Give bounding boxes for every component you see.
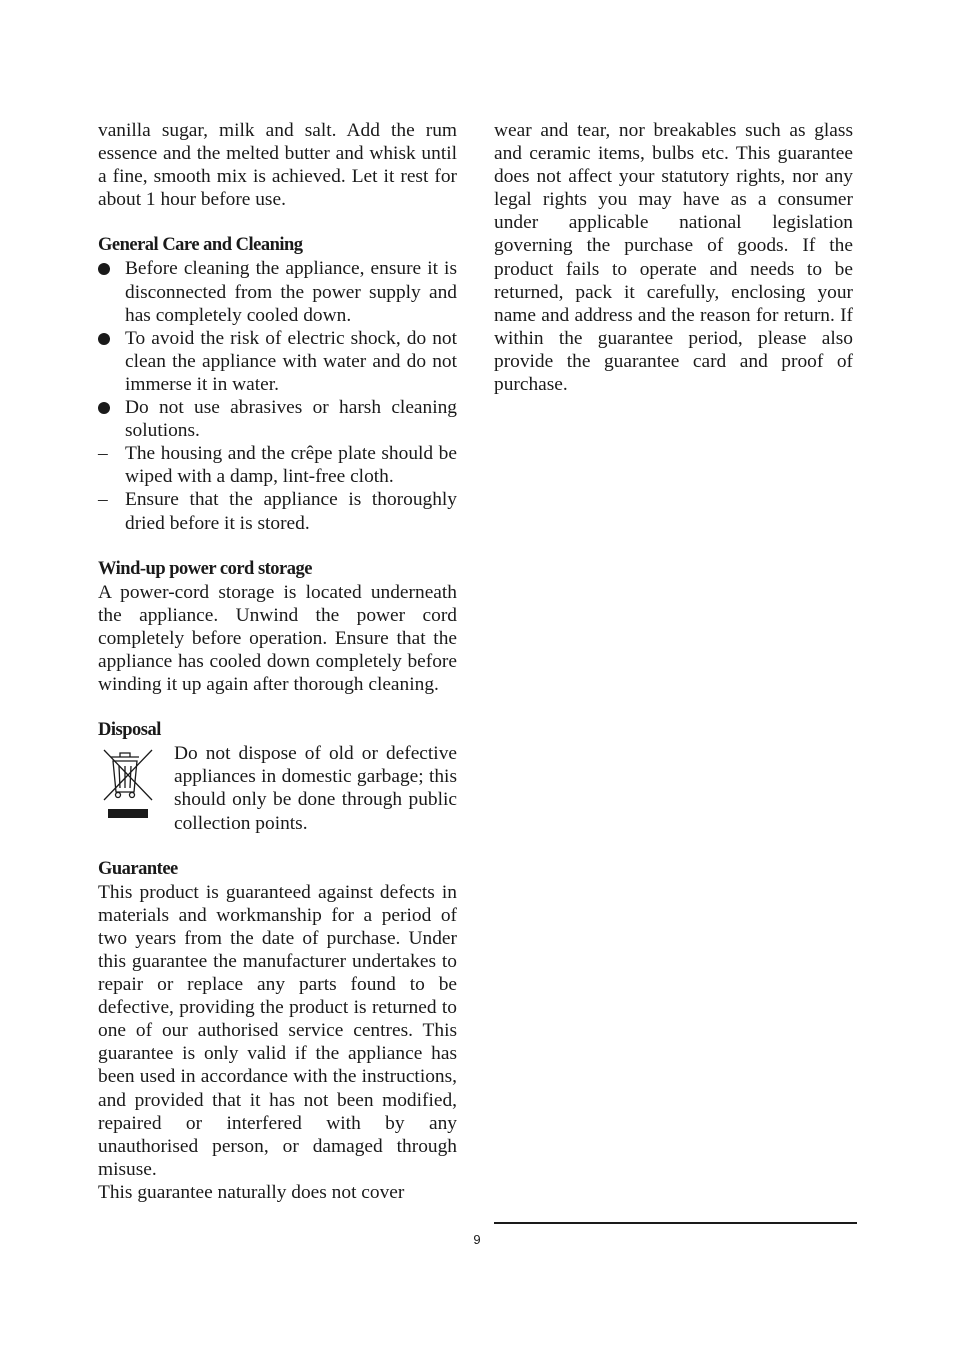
- disposal-heading: Disposal: [98, 720, 161, 741]
- bullet-marker: [98, 327, 118, 351]
- disposal-block: [98, 742, 457, 834]
- left-column: [98, 119, 457, 1204]
- list-item: [98, 396, 457, 442]
- bullet-marker: [98, 396, 118, 420]
- care-heading: General Care and Cleaning: [98, 235, 303, 256]
- guarantee-continuation: This guarantee naturally does not cover: [98, 1181, 405, 1203]
- page-number: 9: [473, 1232, 481, 1247]
- list-item-text: Do not use abrasives or harsh cleaning solutions.: [125, 397, 457, 442]
- list-item: [98, 442, 457, 488]
- dash-marker: –: [98, 489, 108, 511]
- right-column: [494, 119, 853, 396]
- bullet-marker: [98, 257, 118, 281]
- dash-marker: –: [98, 443, 108, 465]
- list-item-text: Before cleaning the appliance, ensure it is disconnected from the power supply and has completely cooled down.: [125, 258, 457, 326]
- guarantee-paragraph: This product is guaranteed against defects in materials and workmanship for a period of two years from the date of purchase. Under this guarantee the manufacturer undertakes to repair or replace any parts found to be defective, providing the product is returned to one of our authorised service centres. This guarantee is only valid if the appliance has been used in accordance with the instructions, and provided that it has not been modified, repaired or interfered with by any unauthorised person, or damaged through misuse.: [98, 881, 457, 1180]
- list-item: [98, 488, 457, 534]
- cord-heading: Wind-up power cord storage: [98, 558, 312, 579]
- guarantee-heading: Guarantee: [98, 858, 178, 879]
- crossed-out-wheelie-bin-icon: [98, 742, 174, 834]
- list-item-text: To avoid the risk of electric shock, do not clean the appliance with water and do not immerse it in water.: [125, 327, 457, 395]
- list-item-text: Ensure that the appliance is thoroughly dried before it is stored.: [125, 489, 457, 534]
- cord-paragraph: A power-cord storage is located underneath the appliance. Unwind the power cord completely before operation. Ensure that the appliance has cooled down completely before winding it up again after thorough cleaning.: [98, 581, 457, 696]
- intro-paragraph: vanilla sugar, milk and salt. Add the rum essence and the melted butter and whisk until a fine, smooth mix is achieved. Let it rest for about 1 hour before use.: [98, 120, 457, 211]
- disposal-paragraph: Do not dispose of old or defective appliances in domestic garbage; this should only be done through public collection points.: [174, 743, 457, 834]
- list-item: [98, 257, 457, 326]
- list-item: [98, 327, 457, 396]
- footer-rule: [494, 1222, 857, 1224]
- guarantee-paragraph-continued: wear and tear, nor breakables such as glass and ceramic items, bulbs etc. This guarantee does not affect your statutory rights, nor any legal rights you may have as a consumer under applicable national legislation governing the purchase of goods. If the product fails to operate and needs to be returned, pack it carefully, enclosing your name and address and the reason for return. If within the guarantee period, please also provide the guarantee card and proof of purchase.: [494, 120, 853, 396]
- list-item-text: The housing and the crêpe plate should be wiped with a damp, lint-free cloth.: [125, 443, 457, 488]
- care-list: [98, 257, 457, 534]
